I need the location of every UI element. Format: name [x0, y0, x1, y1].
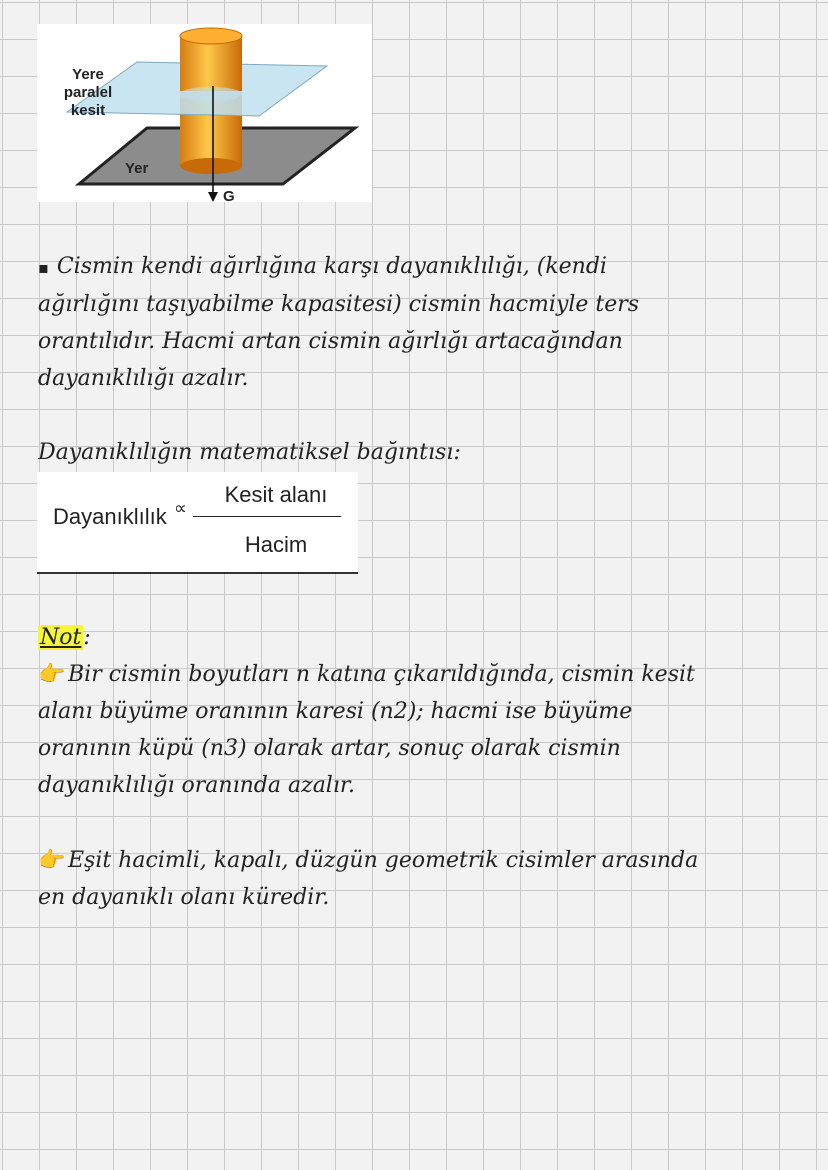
- paragraph-line: ağırlığını taşıyabilme kapasitesi) cismin hacmiyle ters: [38, 292, 640, 317]
- note-title: Not: [40, 625, 82, 650]
- formula-numerator: Kesit alanı: [224, 482, 328, 507]
- cylinder-figure: [37, 24, 372, 202]
- proportional-symbol: ∝: [174, 498, 187, 518]
- paragraph-line: orantılıdır. Hacmi artan cismin ağırlığı artacağından: [38, 329, 623, 354]
- note-line: dayanıklılığı oranında azalır.: [38, 773, 355, 798]
- paragraph-line: ▪ Cismin kendi ağırlığına karşı dayanıklılığı, (kendi: [38, 254, 607, 279]
- note-line: 👉 Bir cismin boyutları n katına çıkarıldığında, cismin kesit: [38, 656, 808, 693]
- note-line: alanı büyüme oranının karesi (n2); hacmi ise büyüme: [38, 699, 633, 724]
- weight-label: G: [223, 188, 235, 202]
- bullet-icon: ▪: [38, 258, 49, 277]
- formula-denominator: Hacim: [244, 532, 308, 557]
- note-item-2: [38, 842, 808, 916]
- formula-lhs: Dayanıklılık: [53, 504, 167, 529]
- pointing-hand-icon: 👉: [38, 662, 66, 687]
- pointing-hand-icon: 👉: [38, 848, 66, 873]
- fraction-bar: [193, 516, 341, 517]
- formula-box: [37, 472, 358, 574]
- paragraph-durability: [38, 248, 798, 397]
- paragraph-line: dayanıklılığı azalır.: [38, 366, 249, 391]
- note-line: en dayanıklı olanı küredir.: [38, 885, 330, 910]
- note-line: 👉 Eşit hacimli, kapalı, düzgün geometrik cisimler arasında: [38, 842, 808, 879]
- ground-label: Yer: [125, 160, 149, 177]
- formula-heading: Dayanıklılığın matematiksel bağıntısı:: [38, 440, 461, 465]
- note-line: oranının küpü (n3) olarak artar, sonuç olarak cismin: [38, 736, 621, 761]
- cylinder-bottom: [180, 158, 242, 174]
- section-label: Yere paralel kesit: [63, 66, 113, 119]
- note-heading: Not:: [40, 625, 91, 650]
- cylinder-top: [180, 28, 242, 44]
- note-item-1: [38, 656, 808, 804]
